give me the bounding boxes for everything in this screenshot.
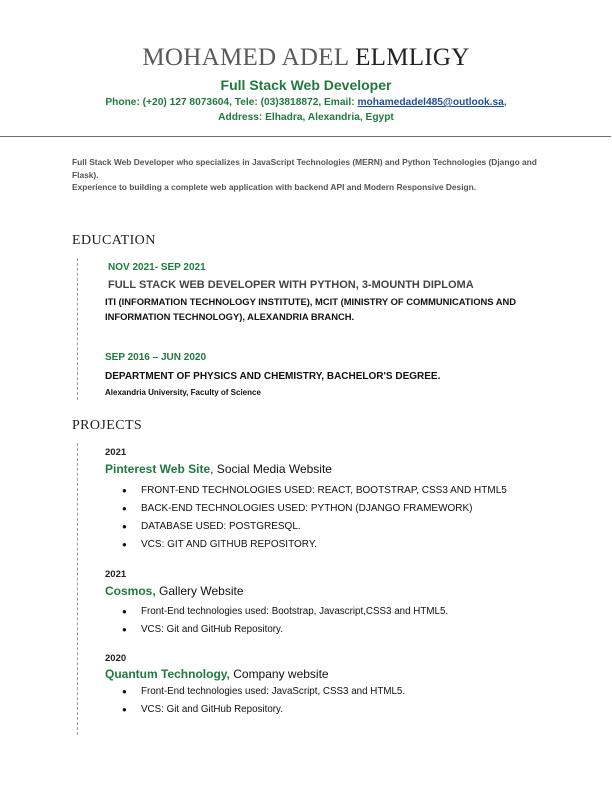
education-2-institution: Alexandria University, Faculty of Science bbox=[105, 388, 261, 397]
project-1-year: 2021 bbox=[105, 447, 127, 458]
summary-line-1: Full Stack Web Developer who specializes in JavaScript Technologies (MERN) and Python Technologies (Django and Flask). bbox=[72, 157, 537, 180]
education-1-institution: ITI (INFORMATION TECHNOLOGY INSTITUTE), MCIT (MINISTRY OF COMMUNICATIONS AND INFORMATION TECHNOLOGY), ALEXANDRIA BRANCH. bbox=[105, 296, 517, 322]
list-item: ● Front-End technologies used: Bootstrap, Javascript,CSS3 and HTML5. bbox=[105, 603, 448, 621]
list-item: ● Front-End technologies used: JavaScript, CSS3 and HTML5. bbox=[105, 683, 405, 701]
summary-line-2: Experience to building a complete web application with backend API and Modern Responsive Design. bbox=[72, 182, 477, 192]
name-last: ELMLIGY bbox=[355, 44, 470, 71]
project-3-name: Quantum Technology, bbox=[105, 667, 230, 681]
email-link[interactable]: mohamedadel485@outlook.sa bbox=[357, 97, 504, 108]
projects-heading: PROJECTS bbox=[72, 418, 143, 433]
contact-suffix: , bbox=[503, 97, 507, 108]
education-2-program: DEPARTMENT OF PHYSICS AND CHEMISTRY, BACHELOR'S DEGREE. bbox=[105, 371, 441, 382]
contact-line bbox=[0, 95, 612, 110]
project-2-title bbox=[105, 584, 244, 598]
address-line: Address: Elhadra, Alexandria, Egypt bbox=[218, 112, 394, 123]
project-1-bullets bbox=[105, 482, 507, 554]
project-2-desc: Gallery Website bbox=[155, 584, 244, 598]
project-1-desc: , Social Media Website bbox=[210, 462, 332, 476]
list-item: ● VCS: GIT AND GITHUB REPOSITORY. bbox=[105, 536, 507, 554]
summary bbox=[72, 156, 552, 194]
job-title: Full Stack Web Developer bbox=[220, 77, 392, 93]
project-2-year: 2021 bbox=[105, 569, 127, 580]
education-heading: EDUCATION bbox=[72, 233, 156, 248]
project-3-desc: Company website bbox=[229, 667, 329, 681]
resume-name bbox=[0, 44, 612, 72]
project-1-title bbox=[105, 462, 332, 476]
list-item: ● BACK-END TECHNOLOGIES USED: PYTHON (DJANGO FRAMEWORK) bbox=[105, 500, 507, 518]
projects-timeline bbox=[77, 443, 78, 735]
header-divider bbox=[0, 136, 611, 137]
education-1-program: FULL STACK WEB DEVELOPER WITH PYTHON, 3-MOUNTH DIPLOMA bbox=[108, 279, 474, 291]
contact-block bbox=[0, 95, 612, 125]
project-3-year: 2020 bbox=[105, 653, 127, 664]
list-item: ● VCS: Git and GitHub Repository. bbox=[105, 621, 448, 639]
project-3-title bbox=[105, 667, 329, 681]
education-2-dates: SEP 2016 – JUN 2020 bbox=[105, 352, 207, 363]
contact-phone-text: Phone: (+20) 127 8073604, Tele: (03)3818872, Email: bbox=[105, 97, 355, 108]
name-first: MOHAMED ADEL bbox=[142, 44, 349, 71]
project-2-bullets bbox=[105, 603, 448, 639]
education-timeline bbox=[77, 258, 78, 400]
project-3-bullets bbox=[105, 683, 405, 719]
project-1-name: Pinterest Web Site bbox=[105, 462, 211, 476]
list-item: ● DATABASE USED: POSTGRESQL. bbox=[105, 518, 507, 536]
list-item: ● VCS: Git and GitHub Repository. bbox=[105, 701, 405, 719]
project-2-name: Cosmos, bbox=[105, 584, 156, 598]
list-item: ● FRONT-END TECHNOLOGIES USED: REACT, BOOTSTRAP, CSS3 AND HTML5 bbox=[105, 482, 507, 500]
education-1-dates: NOV 2021- SEP 2021 bbox=[108, 262, 206, 273]
